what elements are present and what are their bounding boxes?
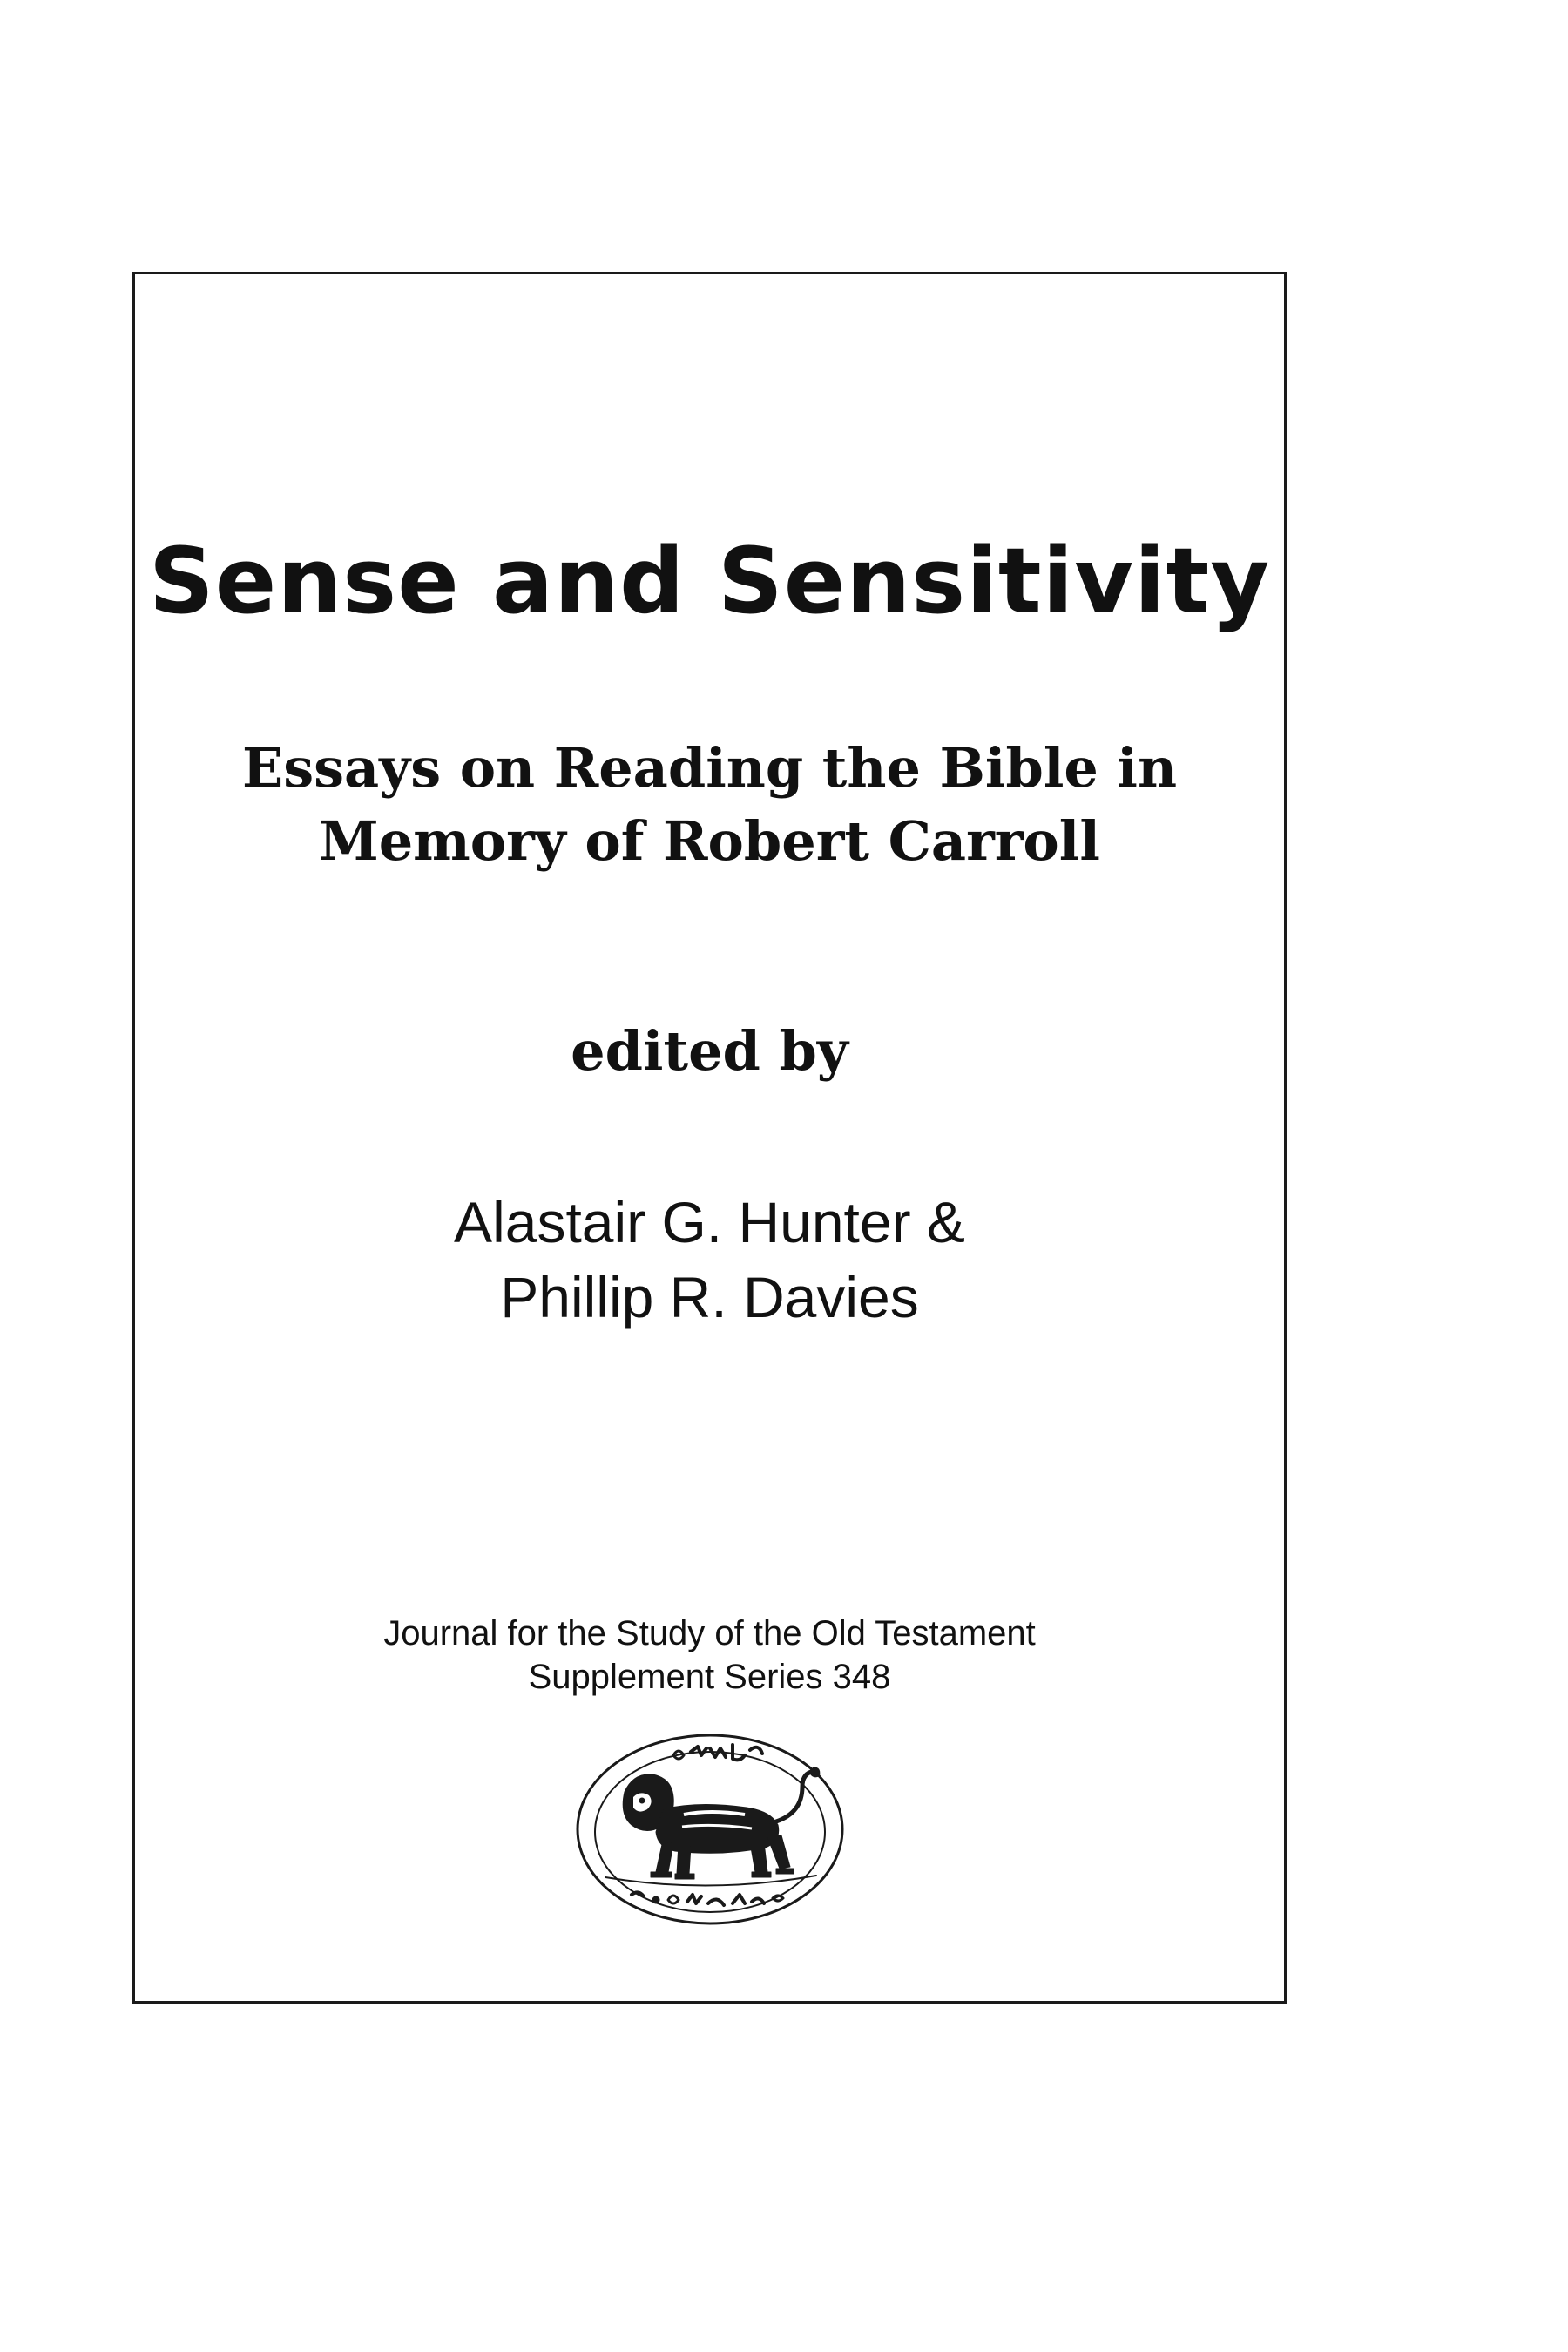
subtitle-line-2: Memory of Robert Carroll — [319, 809, 1100, 873]
lion-seal-icon — [571, 1729, 849, 1930]
editor-line-2: Phillip R. Davies — [500, 1265, 919, 1329]
subtitle-line-1: Essays on Reading the Bible in — [241, 736, 1178, 800]
series-line-1: Journal for the Study of the Old Testament — [383, 1614, 1036, 1652]
series-info — [132, 1612, 1287, 1699]
edited-by-label: edited by — [571, 1019, 848, 1083]
book-subtitle — [132, 732, 1287, 878]
series-line-2: Supplement Series 348 — [528, 1658, 891, 1696]
book-title: Sense and Sensitivity — [148, 528, 1271, 634]
editor-line-1: Alastair G. Hunter & — [454, 1190, 965, 1254]
editors — [132, 1185, 1287, 1335]
